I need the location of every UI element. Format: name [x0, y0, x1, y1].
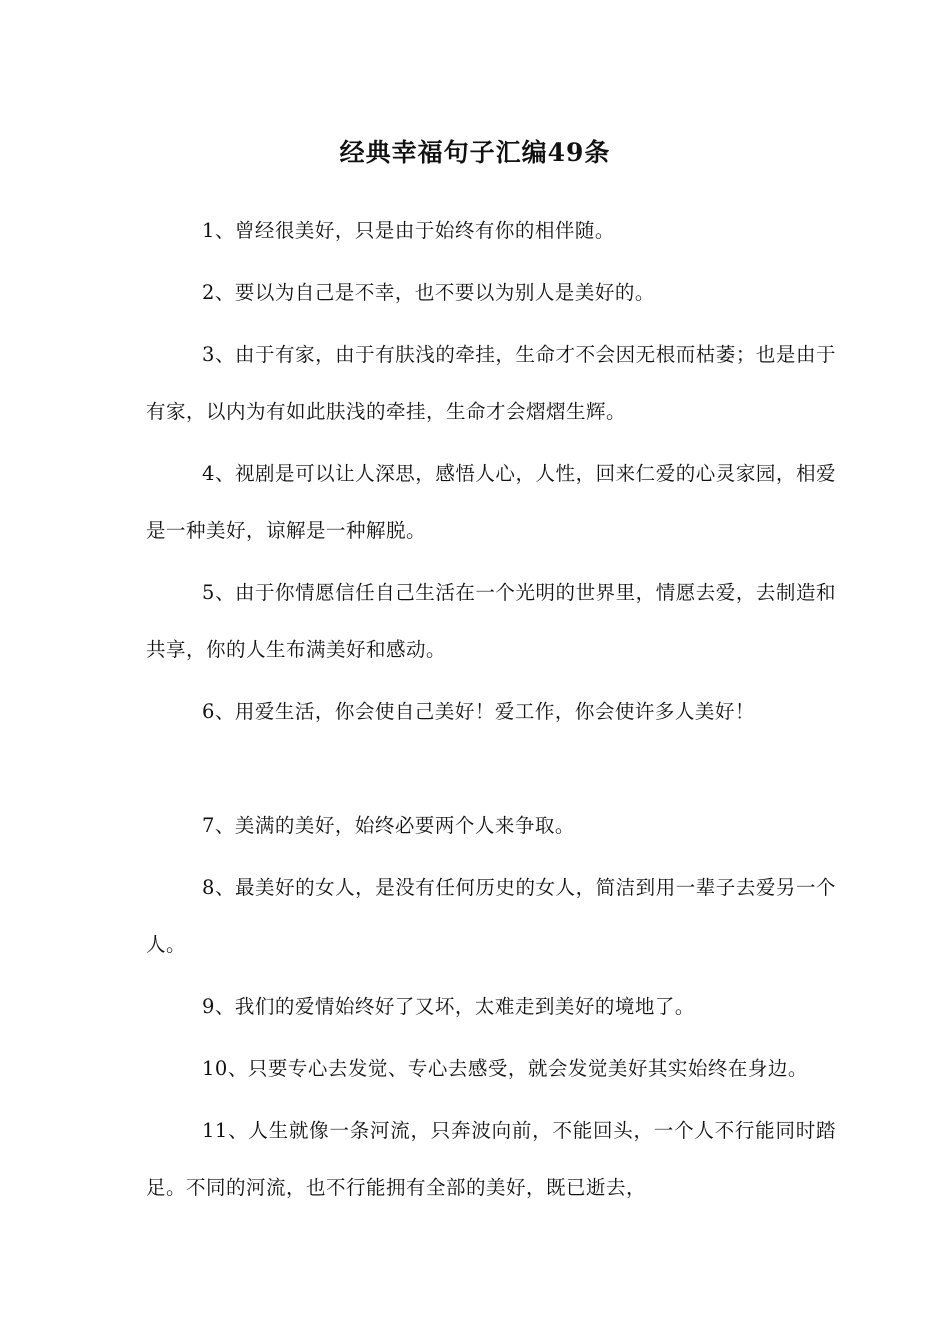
- paragraph-9: 9、我们的爱情始终好了又坏，太难走到美好的境地了。: [202, 995, 695, 1018]
- blank-line: [146, 745, 836, 797]
- paragraph-7: 7、美满的美好，始终必要两个人来争取。: [202, 814, 575, 837]
- paragraph-8: 8、最美好的女人，是没有任何历史的女人，简洁到用一辈子去爱另一个人。: [146, 876, 836, 956]
- paragraph-3: 3、由于有家，由于有肤浅的牵挂，生命才不会因无根而枯萎；也是由于有家，以内为有如此肤浅的牵挂，生命才会熠熠生辉。: [146, 343, 836, 423]
- paragraph-11: 11、人生就像一条河流，只奔波向前，不能回头，一个人不行能同时踏足。不同的河流，也不行能拥有全部的美好，既已逝去，: [146, 1119, 836, 1199]
- document-body: [146, 202, 836, 1221]
- paragraph-1: 1、曾经很美好，只是由于始终有你的相伴随。: [202, 219, 615, 242]
- paragraph-10: 10、只要专心去发觉、专心去感受，就会发觉美好其实始终在身边。: [202, 1057, 808, 1080]
- paragraph-4: 4、视剧是可以让人深思，感悟人心，人性，回来仁爱的心灵家园，相爱是一种美好，谅解是一种解脱。: [146, 462, 836, 542]
- paragraph-5: 5、由于你情愿信任自己生活在一个光明的世界里，情愿去爱，去制造和共享，你的人生布满美好和感动。: [146, 581, 836, 661]
- paragraph-2: 2、要以为自己是不幸，也不要以为别人是美好的。: [202, 281, 655, 304]
- paragraph-6: 6、用爱生活，你会使自己美好！爱工作，你会使许多人美好！: [202, 700, 755, 723]
- document-title: 经典幸福句子汇编49条: [339, 138, 611, 167]
